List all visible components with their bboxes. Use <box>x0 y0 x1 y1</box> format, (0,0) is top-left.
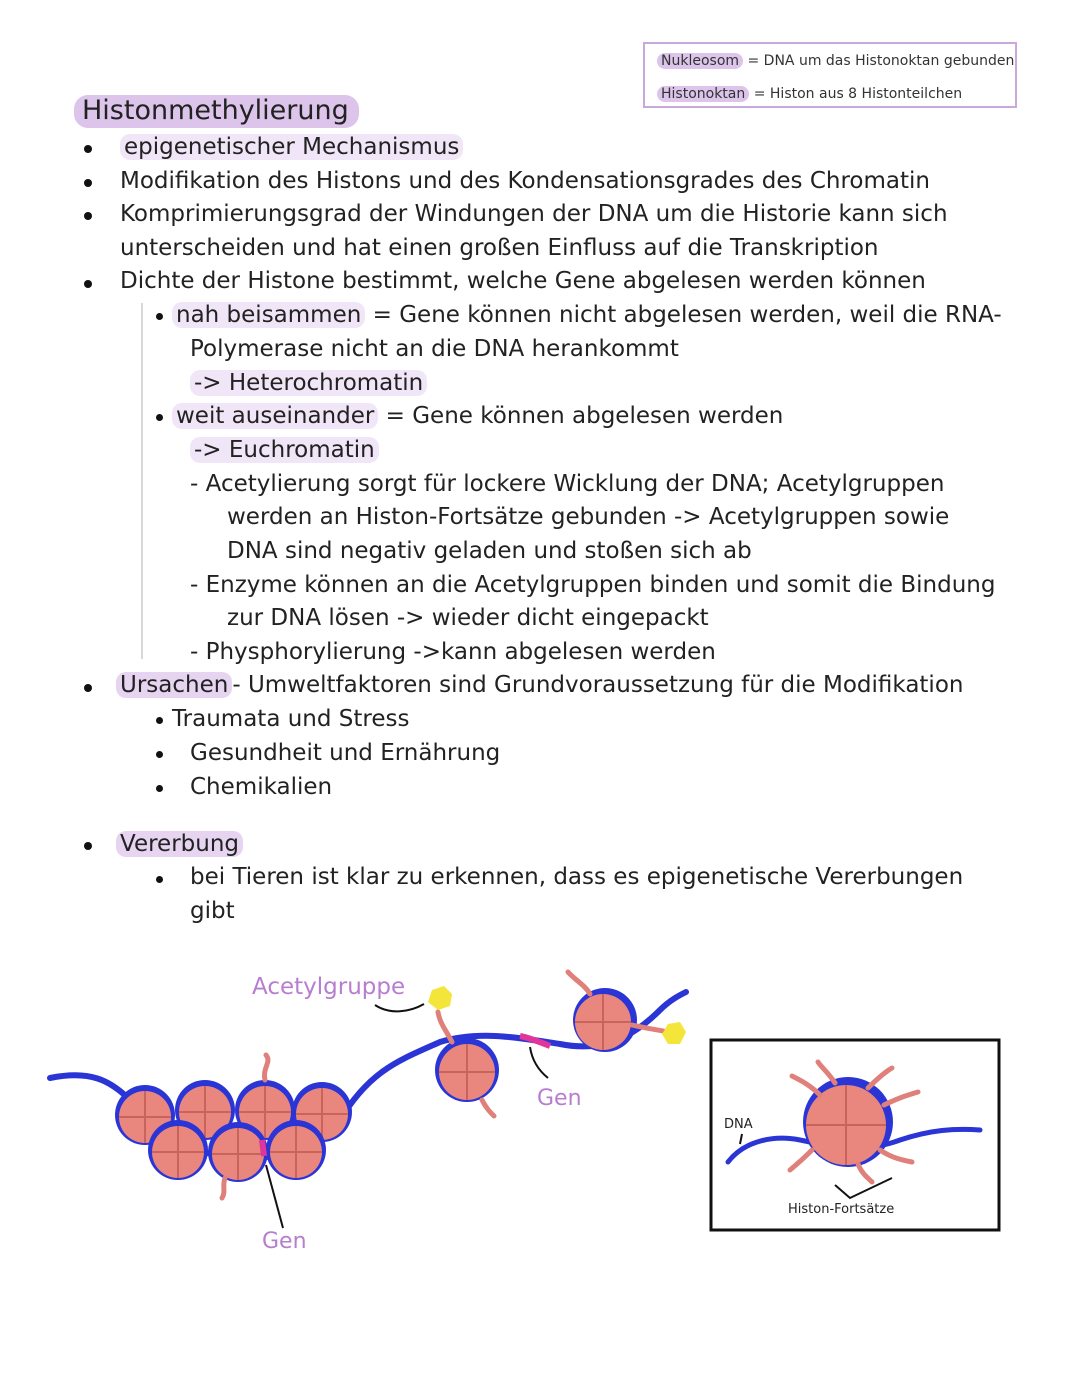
acetyl-label: Acetylgruppe <box>252 974 406 1000</box>
item-acetyl-3: DNA sind negativ geladen und stoßen sich ab <box>227 538 752 564</box>
legend-def-histonoktan: = Histon aus 8 Histonteilchen <box>753 86 963 102</box>
legend-def-nukleosom: = DNA um das Histonoktan gebunden <box>747 53 1015 69</box>
item-cause-1: Traumata und Stress <box>172 706 410 732</box>
legend-box <box>643 42 1017 108</box>
nucleosome-loose <box>435 1012 499 1116</box>
item-close-line2: Polymerase nicht an die DNA herankommt <box>190 336 679 362</box>
item-hetero-text: -> Heterochromatin <box>190 370 427 396</box>
item-close-rest: = Gene können nicht abgelesen werden, weil die RNA- <box>372 302 1002 328</box>
nucleosome <box>266 1120 326 1180</box>
item-phospho: - Physphorylierung ->kann abgelesen werden <box>190 639 716 665</box>
bullet-dot <box>84 842 92 850</box>
indent-guide <box>141 303 143 659</box>
item-apart-term: weit auseinander <box>172 403 378 429</box>
item-density: Dichte der Histone bestimmt, welche Gene abgelesen werden können <box>120 268 926 294</box>
item-close-term: nah beisammen <box>172 302 365 328</box>
legend-row-histonoktan <box>657 86 962 102</box>
item-inheritance-2: gibt <box>190 898 235 924</box>
item-cause-3: Chemikalien <box>190 774 333 800</box>
item-causes <box>116 672 963 698</box>
gene-segment <box>262 1140 264 1156</box>
histone-tail <box>264 1055 268 1080</box>
item-causes-rest: - Umweltfaktoren sind Grundvoraussetzung für die Modifikation <box>232 672 964 698</box>
item-acetyl-1: - Acetylierung sorgt für lockere Wicklung der DNA; Acetylgruppen <box>190 471 945 497</box>
item-eu <box>190 437 379 463</box>
item-hetero <box>190 370 427 396</box>
bullet-dot <box>156 751 163 758</box>
bullet-dot <box>84 179 92 187</box>
legend-term-histonoktan: Histonoktan <box>657 86 749 102</box>
item-cause-2: Gesundheit und Ernährung <box>190 740 501 766</box>
item-close <box>172 302 1002 328</box>
dna-label: DNA <box>724 1117 753 1132</box>
pointer-line <box>530 1047 548 1078</box>
fortsaetze-label: Histon-Fortsätze <box>788 1202 895 1217</box>
nucleosome <box>148 1120 208 1180</box>
bullet-dot <box>84 212 92 220</box>
bullet-dot <box>156 785 163 792</box>
item-apart <box>172 403 783 429</box>
bullet-dot <box>84 145 92 153</box>
item-acetyl-2: werden an Histon-Fortsätze gebunden -> Acetylgruppen sowie <box>227 504 950 530</box>
bullet-dot <box>84 684 92 692</box>
legend-term-nukleosom: Nukleosom <box>657 53 743 69</box>
item-epigenetic-text: epigenetischer Mechanismus <box>120 134 463 160</box>
acetyl-group <box>662 1022 686 1044</box>
histone-tail <box>222 1178 225 1198</box>
gen-label-bottom: Gen <box>262 1229 307 1254</box>
item-eu-text: -> Euchromatin <box>190 437 379 463</box>
gen-label-top: Gen <box>537 1086 582 1111</box>
pointer-line <box>375 1004 424 1011</box>
chromatin-diagram <box>0 950 1080 1280</box>
item-apart-rest: = Gene können abgelesen werden <box>385 403 784 429</box>
item-enzyme-1: - Enzyme können an die Acetylgruppen binden und somit die Bindung <box>190 572 996 598</box>
item-causes-term: Ursachen <box>116 672 232 698</box>
bullet-dot <box>156 717 163 724</box>
page-title: Histonmethylierung <box>74 95 359 128</box>
item-inheritance <box>116 831 243 857</box>
item-enzyme-2: zur DNA lösen -> wieder dicht eingepackt <box>227 605 709 631</box>
nucleosome-loose <box>568 972 668 1052</box>
item-compression-2: unterscheiden und hat einen großen Einfluss auf die Transkription <box>120 235 879 261</box>
bullet-dot <box>84 280 92 288</box>
nucleosome <box>208 1122 268 1182</box>
item-modification: Modifikation des Histons und des Kondensationsgrades des Chromatin <box>120 168 930 194</box>
legend-row-nukleosom <box>657 53 1014 69</box>
item-epigenetic <box>120 134 463 160</box>
bullet-dot <box>156 414 163 421</box>
item-inheritance-term: Vererbung <box>116 831 243 857</box>
bullet-dot <box>156 313 163 320</box>
bullet-dot <box>156 876 163 883</box>
acetyl-group <box>428 986 452 1010</box>
nucleosome-cluster <box>115 1055 352 1198</box>
item-compression-1: Komprimierungsgrad der Windungen der DNA um die Historie kann sich <box>120 201 948 227</box>
item-inheritance-1: bei Tieren ist klar zu erkennen, dass es epigenetische Vererbungen <box>190 864 964 890</box>
